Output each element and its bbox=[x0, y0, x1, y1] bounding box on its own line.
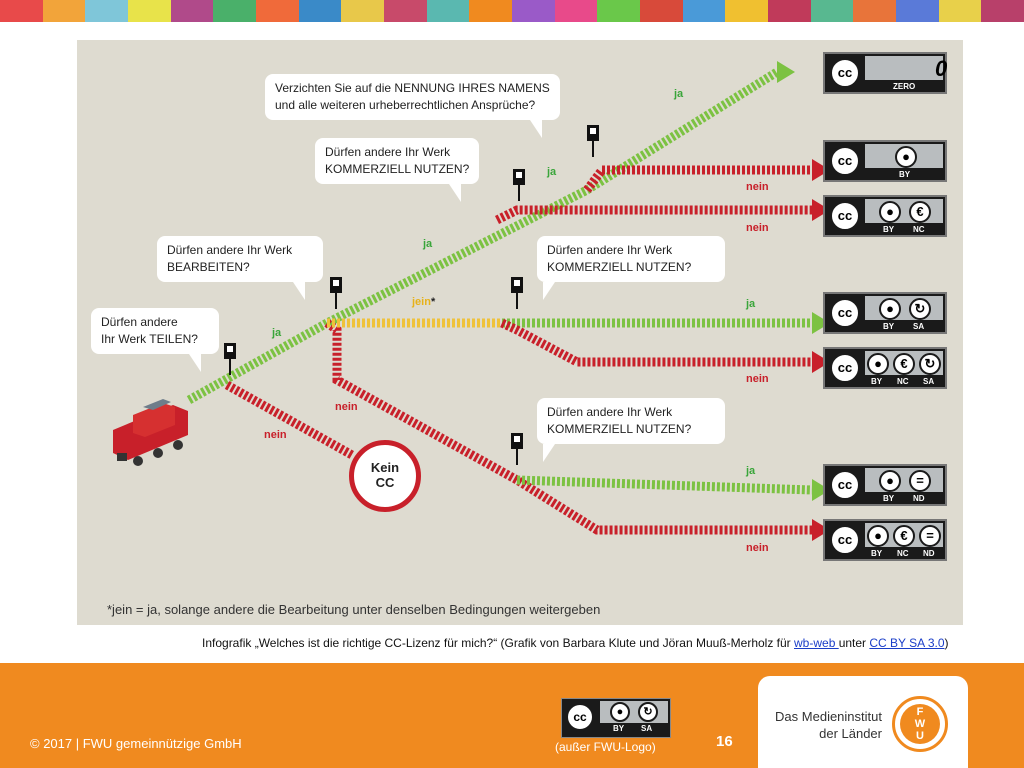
question-name-line1: Verzichten Sie auf die NENNUNG IHRES NAMENS bbox=[275, 81, 550, 95]
question-commercial-mid-line1: Dürfen andere Ihr Werk bbox=[547, 243, 673, 257]
attribution-icon: ● bbox=[879, 298, 901, 320]
footer-license-badge bbox=[561, 698, 671, 738]
stripe-segment bbox=[768, 0, 811, 22]
badge-strip bbox=[865, 199, 943, 223]
logo-text-line2: der Länder bbox=[819, 726, 882, 741]
cc-icon: cc bbox=[829, 297, 861, 329]
license-badge-by-nc-nd bbox=[823, 519, 947, 561]
badge-caption: BY bbox=[871, 377, 883, 386]
badge-strip bbox=[865, 468, 943, 492]
noncommercial-icon: € bbox=[893, 353, 915, 375]
logo-letter-w: W bbox=[914, 718, 926, 730]
question-commercial-top-bubble bbox=[315, 138, 479, 184]
cc-icon: cc bbox=[829, 524, 861, 556]
badge-strip bbox=[865, 296, 943, 320]
stripe-segment bbox=[341, 0, 384, 22]
answer-nein-share: nein bbox=[264, 429, 287, 441]
infographic-panel bbox=[77, 40, 963, 625]
badge-caption: NC bbox=[897, 549, 909, 558]
stripe-segment bbox=[171, 0, 214, 22]
question-share-bubble bbox=[91, 308, 219, 354]
question-name-line2: und alle weiteren urheberrechtlichen Ansprüche? bbox=[275, 98, 536, 112]
page-number: 16 bbox=[716, 733, 733, 750]
arrow-cc0 bbox=[777, 61, 795, 83]
question-edit-line2: BEARBEITEN? bbox=[167, 260, 250, 274]
badge-caption: BY bbox=[613, 724, 625, 733]
question-commercial-mid-line2: KOMMERZIELL NUTZEN? bbox=[547, 260, 692, 274]
question-commercial-top-line2: KOMMERZIELL NUTZEN? bbox=[325, 162, 470, 176]
noncommercial-icon: € bbox=[909, 201, 931, 223]
badge-caption: ND bbox=[913, 494, 925, 503]
image-caption bbox=[202, 636, 949, 650]
question-commercial-top-line1: Dürfen andere Ihr Werk bbox=[325, 145, 451, 159]
badge-caption: SA bbox=[923, 377, 935, 386]
attribution-icon: ● bbox=[610, 702, 630, 722]
question-name-bubble bbox=[265, 74, 560, 120]
train-icon bbox=[113, 399, 188, 466]
answer-nein-edit: nein bbox=[335, 401, 358, 413]
attribution-icon: ● bbox=[867, 525, 889, 547]
cc-icon: cc bbox=[829, 352, 861, 384]
cc-icon: cc bbox=[829, 145, 861, 177]
question-share-line1: Dürfen andere bbox=[101, 315, 178, 329]
footnote: *jein = ja, solange andere die Bearbeitung unter denselben Bedingungen weitergeben bbox=[107, 602, 601, 617]
question-commercial-mid-bubble bbox=[537, 236, 725, 282]
sharealike-icon: ↻ bbox=[909, 298, 931, 320]
license-badge-by bbox=[823, 140, 947, 182]
answer-jein-edit: jein* bbox=[412, 296, 436, 308]
stripe-segment bbox=[896, 0, 939, 22]
badge-caption: BY bbox=[883, 494, 895, 503]
logo-note: (außer FWU-Logo) bbox=[555, 740, 656, 754]
stripe-segment bbox=[512, 0, 555, 22]
signal-icon bbox=[587, 125, 599, 157]
caption-text-before: Infografik „Welches ist die richtige CC-Lizenz für mich?“ (Grafik von Barbara Klute und Jöran Muuß-Merholz für bbox=[202, 636, 795, 650]
license-link[interactable]: CC BY SA 3.0 bbox=[869, 636, 945, 650]
cc-icon: cc bbox=[829, 469, 861, 501]
answer-nein-commercial-mid: nein bbox=[746, 373, 769, 385]
signal-icon bbox=[513, 169, 525, 201]
fwu-logo-letters bbox=[900, 704, 940, 744]
caption-text-middle: unter bbox=[838, 636, 870, 650]
stripe-segment bbox=[640, 0, 683, 22]
question-edit-line1: Dürfen andere Ihr Werk bbox=[167, 243, 293, 257]
signal-icon bbox=[330, 277, 342, 309]
track-ja-commercial-low bbox=[517, 480, 812, 490]
stripe-segment bbox=[299, 0, 342, 22]
zero-icon: 0 bbox=[935, 56, 948, 81]
noderivatives-icon: = bbox=[919, 525, 941, 547]
answer-ja-edit: ja bbox=[423, 238, 433, 250]
fwu-logo-icon bbox=[892, 696, 948, 752]
stripe-segment bbox=[725, 0, 768, 22]
tracks bbox=[189, 61, 830, 541]
attribution-icon: ● bbox=[895, 146, 917, 168]
badge-caption: SA bbox=[641, 724, 653, 733]
badge-caption: BY bbox=[871, 549, 883, 558]
stripe-segment bbox=[939, 0, 982, 22]
stripe-segment bbox=[555, 0, 598, 22]
no-cc-line2: CC bbox=[375, 475, 395, 490]
stripe-segment bbox=[85, 0, 128, 22]
track-nein-share bbox=[227, 385, 352, 455]
question-commercial-low-line1: Dürfen andere Ihr Werk bbox=[547, 405, 673, 419]
sharealike-icon: ↻ bbox=[638, 702, 658, 722]
answer-jein-text: jein bbox=[412, 296, 431, 308]
color-stripe bbox=[0, 0, 1024, 22]
stripe-segment bbox=[43, 0, 86, 22]
license-badge-by-sa bbox=[823, 292, 947, 334]
answer-nein-commercial-low: nein bbox=[746, 542, 769, 554]
badge-caption: ZERO bbox=[893, 82, 916, 91]
badge-caption: BY bbox=[883, 322, 895, 331]
answer-ja-name: ja bbox=[674, 88, 684, 100]
noncommercial-icon: € bbox=[893, 525, 915, 547]
fwu-logo bbox=[758, 676, 968, 768]
badge-caption: ND bbox=[923, 549, 935, 558]
caption-text-after: ) bbox=[944, 636, 949, 650]
stripe-segment bbox=[853, 0, 896, 22]
no-cc-sign bbox=[349, 440, 421, 512]
badge-caption: SA bbox=[913, 322, 925, 331]
cc-icon: cc bbox=[565, 702, 595, 732]
badge-caption: NC bbox=[913, 225, 925, 234]
stripe-segment bbox=[256, 0, 299, 22]
logo-text-line1: Das Medieninstitut bbox=[775, 709, 882, 724]
answer-ja-commercial-top: ja bbox=[547, 166, 557, 178]
answer-ja-commercial-low: ja bbox=[746, 465, 756, 477]
stripe-segment bbox=[981, 0, 1024, 22]
license-badge-by-nc bbox=[823, 195, 947, 237]
stripe-segment bbox=[469, 0, 512, 22]
logo-letter-u: U bbox=[916, 730, 924, 742]
license-badge-by-nc-sa bbox=[823, 347, 947, 389]
signal-icon bbox=[511, 433, 523, 465]
sharealike-icon: ↻ bbox=[919, 353, 941, 375]
copyright: © 2017 | FWU gemeinnützige GmbH bbox=[30, 736, 242, 751]
attribution-icon: ● bbox=[879, 201, 901, 223]
track-nein-commercial-mid bbox=[502, 323, 812, 362]
attribution-icon: ● bbox=[867, 353, 889, 375]
badge-caption: BY bbox=[883, 225, 895, 234]
answer-ja-commercial-mid: ja bbox=[746, 298, 756, 310]
badge-strip bbox=[865, 56, 948, 81]
question-commercial-low-line2: KOMMERZIELL NUTZEN? bbox=[547, 422, 692, 436]
stripe-segment bbox=[427, 0, 470, 22]
stripe-segment bbox=[683, 0, 726, 22]
answer-ja-share: ja bbox=[272, 327, 282, 339]
question-share-line2: Ihr Werk TEILEN? bbox=[101, 332, 198, 346]
attribution-icon: ● bbox=[879, 470, 901, 492]
logo-text bbox=[774, 708, 882, 742]
badge-caption: BY bbox=[899, 170, 911, 179]
cc-icon: cc bbox=[829, 57, 861, 89]
badge-caption: NC bbox=[897, 377, 909, 386]
cc-icon: cc bbox=[829, 200, 861, 232]
license-badge-by-nd bbox=[823, 464, 947, 506]
license-badge-cc0 bbox=[823, 52, 947, 94]
question-commercial-low-bubble bbox=[537, 398, 725, 444]
answer-nein-commercial-top: nein bbox=[746, 222, 769, 234]
signal-icon bbox=[511, 277, 523, 309]
logo-letter-f: F bbox=[916, 706, 924, 718]
stripe-segment bbox=[128, 0, 171, 22]
stripe-segment bbox=[0, 0, 43, 22]
wb-web-link[interactable]: wb-web bbox=[794, 636, 839, 650]
question-edit-bubble bbox=[157, 236, 323, 282]
stripe-segment bbox=[811, 0, 854, 22]
stripe-segment bbox=[384, 0, 427, 22]
no-cc-line1: Kein bbox=[370, 460, 400, 475]
stripe-segment bbox=[597, 0, 640, 22]
noderivatives-icon: = bbox=[909, 470, 931, 492]
answer-nein-name: nein bbox=[746, 181, 769, 193]
stripe-segment bbox=[213, 0, 256, 22]
signal-icon bbox=[224, 343, 236, 375]
